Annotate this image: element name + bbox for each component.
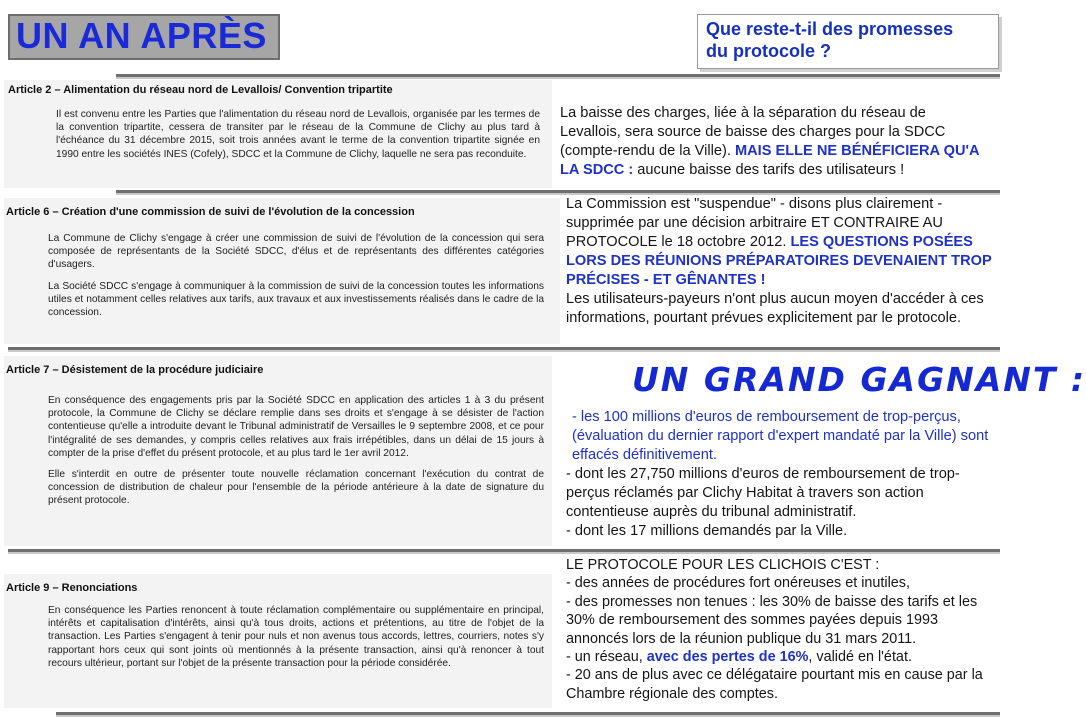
divider-rule — [56, 712, 1000, 717]
list-item-text: - un réseau, — [566, 649, 647, 666]
article-2-title: Article 2 – Alimentation du réseau nord de Levallois/ Convention tripartite — [8, 84, 393, 96]
divider-rule — [116, 74, 1000, 79]
title-banner-text: UN AN APRÈS — [16, 15, 267, 56]
article-6-body — [48, 232, 544, 327]
article-paragraph: En conséquence des engagements pris par la Société SDCC en application des articles 1 à 3 du présent protocole, la Commune de Clichy se déclare remplie dans ses droits et s'engage à se désister de l'action contentieuse qu'elle a introduite devant le Tribunal administratif de Versailles le 9 septembre 2008, et ce pour l'intégralité de ses demandes, y compris celles relatives aux frais irrépétibles, dans un délai de 15 jours à compter de la prise d'effet du présent protocole, et au plus tard le 1er avril 2012. — [48, 395, 544, 459]
comment-winner — [566, 408, 996, 541]
article-9-title: Article 9 – Renonciations — [6, 582, 138, 594]
comment-levallois — [560, 104, 980, 180]
article-6-scan — [4, 198, 560, 344]
comment-text: aucune baisse des tarifs des utilisateurs ! — [633, 162, 905, 178]
article-7-body — [48, 394, 544, 516]
question-box — [697, 14, 999, 69]
grand-gagnant-heading: UN GRAND GAGNANT : — [632, 360, 1086, 399]
list-item-text: , validé en l'état. — [808, 649, 912, 666]
article-7-title: Article 7 – Désistement de la procédure judiciaire — [6, 364, 264, 376]
divider-rule — [8, 347, 1000, 352]
comment-text: - dont les 17 millions demandés par la Ville. — [566, 523, 848, 539]
list-item: - 20 ans de plus avec ce délégataire pourtant mis en cause par la Chambre régionale des comptes. — [566, 667, 983, 702]
comment-highlight: LES QUESTIONS POSÉES LORS DES RÉUNIONS PRÉPARATOIRES DEVENAIENT TROP PRÉCISES - ET GÊNANTES ! — [566, 234, 992, 288]
question-line-1: Que reste-t-il des promesses — [706, 19, 954, 39]
list-item: - des années de procédures fort onéreuses et inutiles, — [566, 575, 910, 592]
article-paragraph: La Commune de Clichy s'engage à créer une commission de suivi de l'évolution de la concession qui sera composée de représentants de la Société SDCC, d'élus et de représentants des différentes catégories d'usagers. — [48, 233, 544, 271]
article-7-scan — [4, 356, 552, 546]
title-banner — [8, 14, 280, 60]
divider-rule — [8, 549, 1000, 554]
article-paragraph: Il est convenu entre les Parties que l'alimentation du réseau nord de Levallois, organisée par les termes de la convention tripartite, cessera de transiter par le réseau de la Commune de Clichy au plus tard à l'échéance du 31 décembre 2015, soit trois années avant le terme de la convention tripartite signée en 1990 entre les sociétés INES (Cofely), SDCC et la Commune de Clichy, laquelle ne sera pas reconduite. — [56, 109, 540, 160]
article-9-scan — [4, 574, 552, 708]
comment-protocole — [566, 556, 998, 703]
article-9-body — [48, 604, 544, 678]
article-2-scan — [4, 80, 552, 188]
comment-commission — [566, 195, 992, 328]
article-paragraph: Elle s'interdit en outre de présenter toute nouvelle réclamation concernant l'exécution du contrat de concession de distribution de chaleur pour l'ensemble de la période antérieure à la date de signature du présent protocole. — [48, 469, 544, 507]
list-item: - des promesses non tenues : les 30% de baisse des tarifs et les 30% de remboursement des sommes payées depuis 1993 annoncés lors de la réunion publique du 31 mars 2011. — [566, 593, 978, 647]
comment-highlight: - les 100 millions d'euros de remboursement de trop-perçus, (évaluation du dernier rapport d'expert mandaté par la Ville) sont effacés définitivement. — [572, 409, 989, 463]
comment-text: La baisse des charges, liée à la séparation du réseau de Levallois, sera source de baisse des charges pour la SDCC (compte-rendu de la Ville). — [560, 105, 946, 159]
comment-heading: LE PROTOCOLE POUR LES CLICHOIS C'EST : — [566, 557, 880, 573]
article-6-title: Article 6 – Création d'une commission de suivi de l'évolution de la concession — [6, 206, 415, 218]
article-paragraph: En conséquence les Parties renoncent à toute réclamation complémentaire ou supplémentaire en principal, intérêts et capitalisation d'intérêts, ainsi qu'à tous droits, actions et prétentions, au titre de l'objet de la transaction. Les Parties s'engagent à tenir pour nuls et non avenus tous accords, lettres, courriers, notes s'y rapportant hors ceux qui sont joints où mentionnés à la présente transaction, ainsi qu'à renoncer à tout recours ultérieur, portant sur l'objet de la présente transaction pour la période considérée. — [48, 605, 544, 669]
article-2-body — [56, 108, 540, 169]
comment-text: - dont les 27,750 millions d'euros de remboursement de trop-perçus réclamés par Clichy Habitat à travers son action contentieuse auprès du tribunal administratif. — [566, 466, 960, 520]
comment-highlight: avec des pertes de 16% — [646, 649, 809, 666]
article-paragraph: La Société SDCC s'engage à communiquer à la commission de suivi de la concession toutes les informations utiles et notamment celles relatives aux tarifs, aux travaux et aux investissements réalisés dans le cadre de la concession. — [48, 280, 544, 319]
list-item — [566, 648, 998, 666]
comment-highlight: MAIS ELLE NE BÉNÉFICIERA QU'A LA SDCC : — [560, 143, 979, 178]
comment-text: La Commission est "suspendue" - disons plus clairement - supprimée par une décision arbitraire ET CONTRAIRE AU PROTOCOLE le 18 octobre 2012. — [566, 196, 943, 250]
question-line-2: du protocole ? — [706, 41, 831, 61]
comment-text: Les utilisateurs-payeurs n'ont plus aucun moyen d'accéder à ces informations, pourtant prévues explicitement par le protocole. — [566, 291, 984, 326]
